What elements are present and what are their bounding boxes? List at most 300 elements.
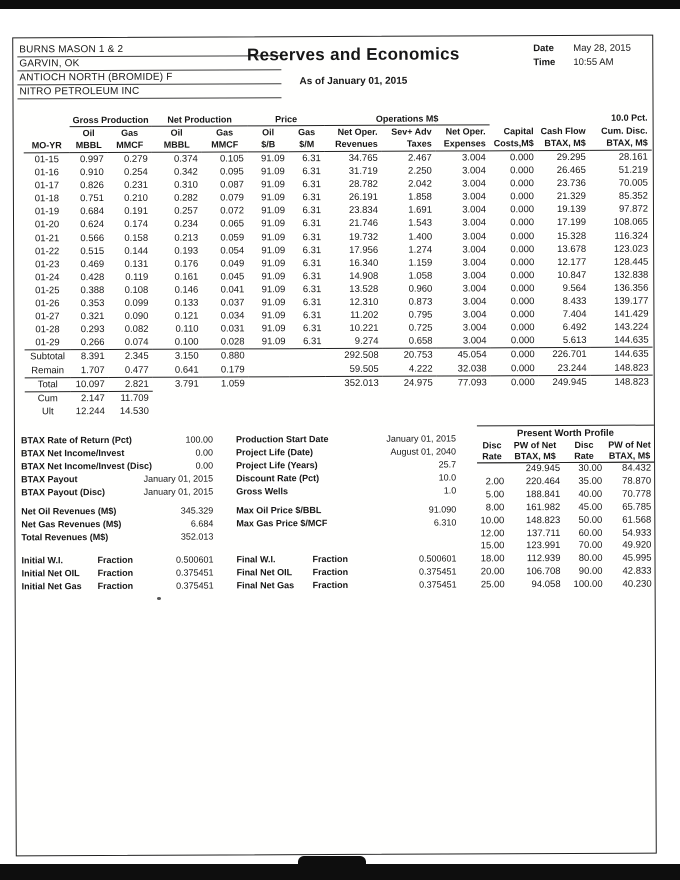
table-cell: 19.139 <box>556 204 587 216</box>
pw-row <box>477 476 654 490</box>
table-cell <box>249 376 290 390</box>
table-cell: 0.353 <box>80 298 105 310</box>
row-label: 01-25 <box>35 285 60 297</box>
well-location: GARVIN, OK <box>17 56 281 71</box>
col-header-cum-disc: Cum. Disc. <box>601 125 648 136</box>
table-cell: 16.340 <box>349 257 379 269</box>
stat-value: January 01, 2015 <box>143 486 214 497</box>
table-cell: 0.279 <box>123 153 148 165</box>
table-cell: 292.508 <box>326 349 383 363</box>
table-cell: 0.037 <box>220 297 245 309</box>
table-cell: 91.09 <box>260 153 285 165</box>
table-cell: 0.826 <box>80 180 104 192</box>
pw-row <box>477 540 654 554</box>
table-cell: 0.179 <box>220 363 245 375</box>
table-cell: 0.108 <box>124 284 149 296</box>
table-cell: 0.133 <box>174 297 199 309</box>
table-cell: 0.477 <box>124 364 149 376</box>
table-cell: 0.374 <box>173 153 198 165</box>
revenue-summary <box>21 505 213 545</box>
col-header-sev-adv: Sev+ Adv <box>391 126 432 137</box>
table-cell: 0.000 <box>510 283 535 295</box>
table-cell: 6.31 <box>302 297 322 309</box>
btax-indicators <box>21 434 213 500</box>
pw-row <box>477 514 654 528</box>
date-label: Date <box>533 43 554 55</box>
table-cell: 91.09 <box>261 179 285 191</box>
table-cell: 123.023 <box>613 243 649 255</box>
col-header-capital: Capital <box>503 125 534 137</box>
table-cell: 85.352 <box>618 190 648 203</box>
table-cell: 2.821 <box>109 377 153 391</box>
table-cell: 6.31 <box>302 323 322 335</box>
time-value: 10:55 AM <box>573 56 614 68</box>
table-cell: 1.691 <box>408 204 433 217</box>
table-cell: 20.753 <box>383 348 437 362</box>
stat-row <box>236 471 456 485</box>
stat-value: 0.00 <box>195 447 214 458</box>
col-unit-gross-oil: MBBL <box>70 139 108 153</box>
table-cell: 91.09 <box>261 231 286 243</box>
pw-row <box>478 566 655 580</box>
table-cell: 91.09 <box>261 297 286 309</box>
stat-label: BTAX Net Income/Invest (Disc) <box>21 460 152 472</box>
table-cell: 12.310 <box>349 296 379 308</box>
table-cell: 132.838 <box>613 269 649 281</box>
row-label: Ult <box>42 406 54 418</box>
date-row <box>533 42 651 57</box>
table-cell: 45.995 <box>622 552 652 565</box>
table-cell: 6.31 <box>303 336 322 348</box>
table-cell: 3.004 <box>462 296 487 308</box>
table-cell: 0.000 <box>510 269 535 282</box>
table-cell: 0.873 <box>408 296 433 308</box>
table-cell: 0.997 <box>79 154 104 166</box>
stat-value: January 01, 2015 <box>143 473 214 484</box>
table-cell: 226.701 <box>539 348 591 362</box>
table-cell: 1.400 <box>408 231 433 243</box>
table-cell <box>290 390 326 404</box>
table-cell: 3.791 <box>153 377 203 391</box>
table-cell: 59.505 <box>349 363 379 375</box>
spacer-cell <box>490 112 538 125</box>
spacer-cell <box>538 112 590 125</box>
stat-label: Initial Net Gas <box>21 581 82 592</box>
table-cell: 54.933 <box>622 527 652 539</box>
table-cell: 78.870 <box>622 475 652 487</box>
table-cell: 77.093 <box>437 375 491 389</box>
table-cell: 0.105 <box>219 153 244 165</box>
table-cell <box>326 404 383 417</box>
table-cell: 1.858 <box>408 191 432 203</box>
table-cell: 91.09 <box>261 218 286 230</box>
table-cell: 0.293 <box>80 324 105 336</box>
table-cell: 2.00 <box>485 476 505 488</box>
table-cell: 136.356 <box>613 282 649 294</box>
table-cell: 14.908 <box>349 270 379 282</box>
table-cell: 5.613 <box>562 335 587 347</box>
table-cell: 0.000 <box>510 309 535 321</box>
row-label: 01-20 <box>34 219 60 231</box>
table-cell: 12.00 <box>480 527 505 539</box>
time-label: Time <box>533 57 556 69</box>
table-cell: 11.709 <box>109 391 153 405</box>
table-cell: 3.004 <box>462 309 487 321</box>
stat-value: 352.013 <box>180 531 214 542</box>
table-cell: 0.090 <box>124 310 149 323</box>
table-cell: 2.250 <box>408 165 432 177</box>
table-cell: 108.065 <box>613 217 649 229</box>
stat-value: January 01, 2015 <box>386 433 456 444</box>
table-cell: 32.038 <box>457 362 487 374</box>
table-cell: 0.000 <box>510 322 535 334</box>
table-cell: 45.054 <box>437 348 491 362</box>
table-cell: 0.031 <box>220 323 245 335</box>
col-group-net-production: Net Production <box>152 113 248 126</box>
table-cell: 0.000 <box>510 230 535 242</box>
table-cell: 3.004 <box>462 191 486 203</box>
table-cell: 0.161 <box>174 271 199 283</box>
table-cell: 0.210 <box>124 193 148 205</box>
stat-label: Final W.I. <box>236 554 276 565</box>
table-cell: 0.342 <box>174 166 198 178</box>
table-cell: 40.230 <box>622 578 652 590</box>
table-cell: 123.991 <box>526 540 561 552</box>
table-cell: 6.31 <box>302 270 322 282</box>
table-cell: 51.219 <box>618 164 648 176</box>
stat-label: Net Oil Revenues (M$) <box>21 505 117 517</box>
economics-table-body <box>24 150 653 418</box>
table-cell <box>290 376 326 390</box>
table-cell: 0.282 <box>174 192 198 204</box>
col-header-price-gas: Gas <box>298 127 316 138</box>
table-cell <box>539 403 591 416</box>
table-cell: 14.530 <box>119 405 149 417</box>
stat-value: 345.329 <box>180 505 214 516</box>
col-header-price-oil: Oil <box>262 127 275 138</box>
table-cell: 148.823 <box>591 375 653 389</box>
table-cell: 6.31 <box>302 310 322 322</box>
well-name: BURNS MASON 1 & 2 <box>17 42 281 57</box>
table-cell <box>290 363 326 377</box>
table-cell: 0.059 <box>220 231 245 244</box>
document-page <box>12 35 657 857</box>
col-header-expenses: Expenses <box>436 137 490 151</box>
pw-btax-header-right: BTAX, M$ <box>605 450 654 462</box>
table-cell: 3.004 <box>462 335 487 347</box>
max-prices <box>236 503 456 530</box>
pw-disc-header-right: Disc <box>574 439 594 450</box>
table-cell: 0.960 <box>408 283 433 295</box>
row-label: 01-19 <box>34 206 60 218</box>
month-row <box>24 268 652 284</box>
initial-fractions <box>21 554 213 594</box>
pw-profile-table <box>477 440 655 593</box>
table-cell: 0.624 <box>80 219 105 231</box>
stat-row <box>21 473 213 487</box>
spacer-cell <box>24 127 70 140</box>
row-label: Cum <box>25 391 71 405</box>
table-cell: 352.013 <box>326 376 383 390</box>
table-cell: 5.00 <box>485 489 505 501</box>
table-cell: 0.082 <box>124 324 149 336</box>
table-cell: 65.785 <box>622 501 652 513</box>
stat-value: 6.684 <box>190 518 214 529</box>
pw-row <box>477 488 654 502</box>
table-cell: 9.564 <box>562 282 587 294</box>
table-cell: 3.004 <box>462 283 487 295</box>
table-cell: 28.161 <box>618 151 648 163</box>
row-label: 01-28 <box>35 324 60 336</box>
row-label: Remain <box>31 364 65 376</box>
table-cell: 0.795 <box>408 309 433 321</box>
table-cell: 34.765 <box>348 152 378 164</box>
stat-row <box>236 516 456 530</box>
row-label: 01-24 <box>35 272 60 284</box>
stat-label: Final Net Gas <box>236 580 295 591</box>
pw-header-row-2 <box>477 450 654 463</box>
table-cell: 1.274 <box>408 244 433 256</box>
table-cell: 20.00 <box>480 566 505 578</box>
table-cell: 0.257 <box>174 205 199 218</box>
table-cell: 0.095 <box>220 166 244 178</box>
col-header-net-oper-revenues: Net Oper. <box>337 126 378 137</box>
stat-label: Total Revenues (M$) <box>21 531 109 543</box>
col-group-gross-production: Gross Production <box>70 114 152 127</box>
table-cell: 2.147 <box>71 391 109 405</box>
pw-row <box>477 501 654 515</box>
economic-indicators-block <box>21 434 214 594</box>
stat-label: Project Life (Date) <box>236 447 314 458</box>
row-label: 01-18 <box>34 193 60 205</box>
table-cell: 6.492 <box>562 322 587 334</box>
table-cell: 26.465 <box>556 164 586 177</box>
present-worth-profile <box>477 425 655 593</box>
table-cell: 1.707 <box>80 364 105 376</box>
table-cell: 3.004 <box>462 204 487 216</box>
pw-btax-header-left: BTAX, M$ <box>507 451 563 463</box>
col-header-net-oil: Oil <box>170 127 183 138</box>
table-cell: 0.100 <box>174 336 199 349</box>
table-cell: 220.464 <box>525 475 561 488</box>
table-cell: 8.391 <box>71 350 109 364</box>
table-cell: 80.00 <box>578 553 603 565</box>
table-cell: 10.847 <box>557 269 587 281</box>
table-cell: 144.635 <box>591 348 653 362</box>
stat-label: Net Gas Revenues (M$) <box>21 518 122 530</box>
row-label: 01-23 <box>35 258 60 271</box>
col-unit-net-gas: MMCF <box>202 138 248 152</box>
table-cell: 0.000 <box>510 191 534 203</box>
stat-value: 0.500601 <box>175 554 214 565</box>
stat-label: Final Net OIL <box>236 567 293 578</box>
report-title: Reserves and Economics <box>246 44 460 65</box>
table-cell: 0.000 <box>491 375 539 389</box>
table-cell: 6.31 <box>302 283 322 296</box>
table-cell <box>383 403 437 416</box>
table-cell: 10.00 <box>480 514 505 526</box>
table-cell <box>153 391 203 405</box>
stat-row <box>21 486 213 500</box>
table-cell: 3.004 <box>461 152 486 164</box>
col-header-taxes: Taxes <box>382 138 436 152</box>
table-cell: 0.193 <box>174 245 199 257</box>
table-cell <box>249 390 290 404</box>
stat-sublabel: Fraction <box>312 566 349 578</box>
table-cell: 0.000 <box>510 296 535 308</box>
table-cell: 0.000 <box>510 165 534 177</box>
table-cell: 91.09 <box>261 205 286 217</box>
table-cell: 7.404 <box>562 309 587 321</box>
table-cell: 0.000 <box>509 152 534 164</box>
table-cell: 1.159 <box>408 257 433 269</box>
stat-label: Gross Wells <box>236 486 289 497</box>
stat-row <box>21 434 213 448</box>
table-cell: 0.310 <box>174 179 198 191</box>
table-cell: 10.097 <box>71 377 109 391</box>
table-cell: 3.004 <box>462 217 487 229</box>
col-header-net-oper-expenses: Net Oper. <box>445 126 486 137</box>
table-cell: 0.428 <box>80 271 105 283</box>
table-cell: 1.058 <box>408 270 433 282</box>
stat-label: BTAX Payout <box>21 474 78 485</box>
table-cell <box>491 389 539 403</box>
table-cell <box>491 403 539 416</box>
table-cell: 84.432 <box>622 462 652 474</box>
stat-value: 10.0 <box>438 472 457 483</box>
table-cell: 0.072 <box>220 205 245 217</box>
table-cell: 40.00 <box>578 488 603 500</box>
scan-edge-top <box>0 0 680 9</box>
scan-artifact-speck <box>157 597 161 600</box>
table-cell: 24.975 <box>383 376 437 390</box>
stat-row <box>236 484 456 498</box>
stat-row <box>236 458 456 472</box>
table-cell: 0.079 <box>220 192 244 204</box>
stat-value: 0.375451 <box>418 566 457 577</box>
pw-row <box>478 579 655 593</box>
table-cell: 15.328 <box>557 230 587 242</box>
table-cell: 91.09 <box>261 166 285 178</box>
table-cell: 0.000 <box>510 362 535 374</box>
col-header-discount-pct: 10.0 Pct. <box>611 112 648 124</box>
stat-sublabel: Fraction <box>97 554 134 566</box>
stat-label: Discount Rate (Pct) <box>236 473 320 484</box>
row-label: 01-15 <box>34 154 59 166</box>
stat-row <box>236 445 456 459</box>
table-cell: 0.515 <box>80 245 105 257</box>
table-cell: 23.834 <box>348 205 379 217</box>
table-cell: 70.005 <box>618 177 648 189</box>
stat-sublabel: Fraction <box>97 567 134 579</box>
table-cell: 2.042 <box>408 178 432 190</box>
table-cell: 0.321 <box>80 311 105 323</box>
stat-value: August 01, 2040 <box>390 446 457 457</box>
table-cell: 11.202 <box>350 309 379 322</box>
table-cell: 249.945 <box>539 375 591 389</box>
pw-value-header-right: PW of Net <box>608 439 651 450</box>
table-cell: 116.324 <box>614 230 649 242</box>
table-cell: 6.31 <box>302 205 322 217</box>
table-cell: 249.945 <box>525 463 561 475</box>
table-cell: 3.004 <box>462 243 487 256</box>
table-cell: 90.00 <box>578 566 603 578</box>
table-cell: 6.31 <box>302 153 321 165</box>
col-header-revenues: Revenues <box>325 138 382 152</box>
row-label: 01-26 <box>35 298 60 310</box>
table-cell <box>203 404 249 417</box>
row-label: 01-16 <box>34 167 59 179</box>
table-cell: 13.678 <box>557 243 587 255</box>
pw-row <box>477 527 654 541</box>
table-cell <box>249 363 290 377</box>
stat-row <box>236 503 456 517</box>
table-cell <box>290 349 326 363</box>
pw-row <box>477 553 654 567</box>
table-cell: 17.956 <box>349 244 379 256</box>
table-cell: 100.00 <box>573 578 603 591</box>
table-cell: 91.09 <box>261 257 286 270</box>
stat-value: 25.7 <box>438 459 457 470</box>
as-of-date: As of January 01, 2015 <box>299 75 408 88</box>
stat-sublabel: Fraction <box>312 579 349 591</box>
table-cell: 45.00 <box>578 501 603 513</box>
table-cell: 1.059 <box>203 376 249 390</box>
table-cell: 0.049 <box>220 258 245 270</box>
table-cell: 0.566 <box>80 232 105 244</box>
table-cell: 137.711 <box>526 527 561 539</box>
col-unit-price-gas: $/M <box>289 138 325 152</box>
col-header-btax-cumdisc: BTAX, M$ <box>590 137 652 151</box>
report-header-center <box>178 44 528 88</box>
table-cell: 0.658 <box>408 335 433 347</box>
table-cell: 3.004 <box>462 322 487 334</box>
stat-value: 1.0 <box>443 485 457 496</box>
table-cell: 3.004 <box>462 230 487 243</box>
row-label: 01-21 <box>34 232 60 244</box>
table-cell: 0.158 <box>124 232 149 244</box>
table-cell: 91.09 <box>261 323 286 335</box>
table-cell <box>539 389 591 403</box>
fraction-row <box>237 578 457 592</box>
table-cell: 0.034 <box>220 310 245 322</box>
table-cell: 0.000 <box>510 335 535 347</box>
table-cell: 9.274 <box>354 336 379 348</box>
table-cell: 15.00 <box>480 540 505 552</box>
table-cell: 12.177 <box>557 256 587 268</box>
table-cell: 188.841 <box>525 488 561 500</box>
spacer-cell <box>24 114 70 127</box>
table-cell: 0.087 <box>220 179 244 191</box>
table-cell: 91.09 <box>261 192 285 204</box>
table-cell: 60.00 <box>578 527 603 539</box>
table-cell: 3.004 <box>462 165 486 177</box>
fraction-row <box>21 554 213 568</box>
field-name: ANTIOCH NORTH (BROMIDE) F <box>17 70 281 85</box>
table-cell: 128.445 <box>613 256 649 268</box>
table-cell: 19.732 <box>349 231 379 243</box>
project-parameters <box>236 432 456 498</box>
stat-row <box>21 460 213 474</box>
table-cell: 4.222 <box>408 363 433 375</box>
table-cell: 70.00 <box>578 540 603 552</box>
table-cell <box>249 404 290 417</box>
table-cell: 0.213 <box>174 232 199 244</box>
pw-profile-body <box>477 462 655 592</box>
pw-disc-header-left: Disc <box>482 440 502 451</box>
table-cell: 50.00 <box>578 514 603 526</box>
table-cell: 106.708 <box>526 566 561 578</box>
